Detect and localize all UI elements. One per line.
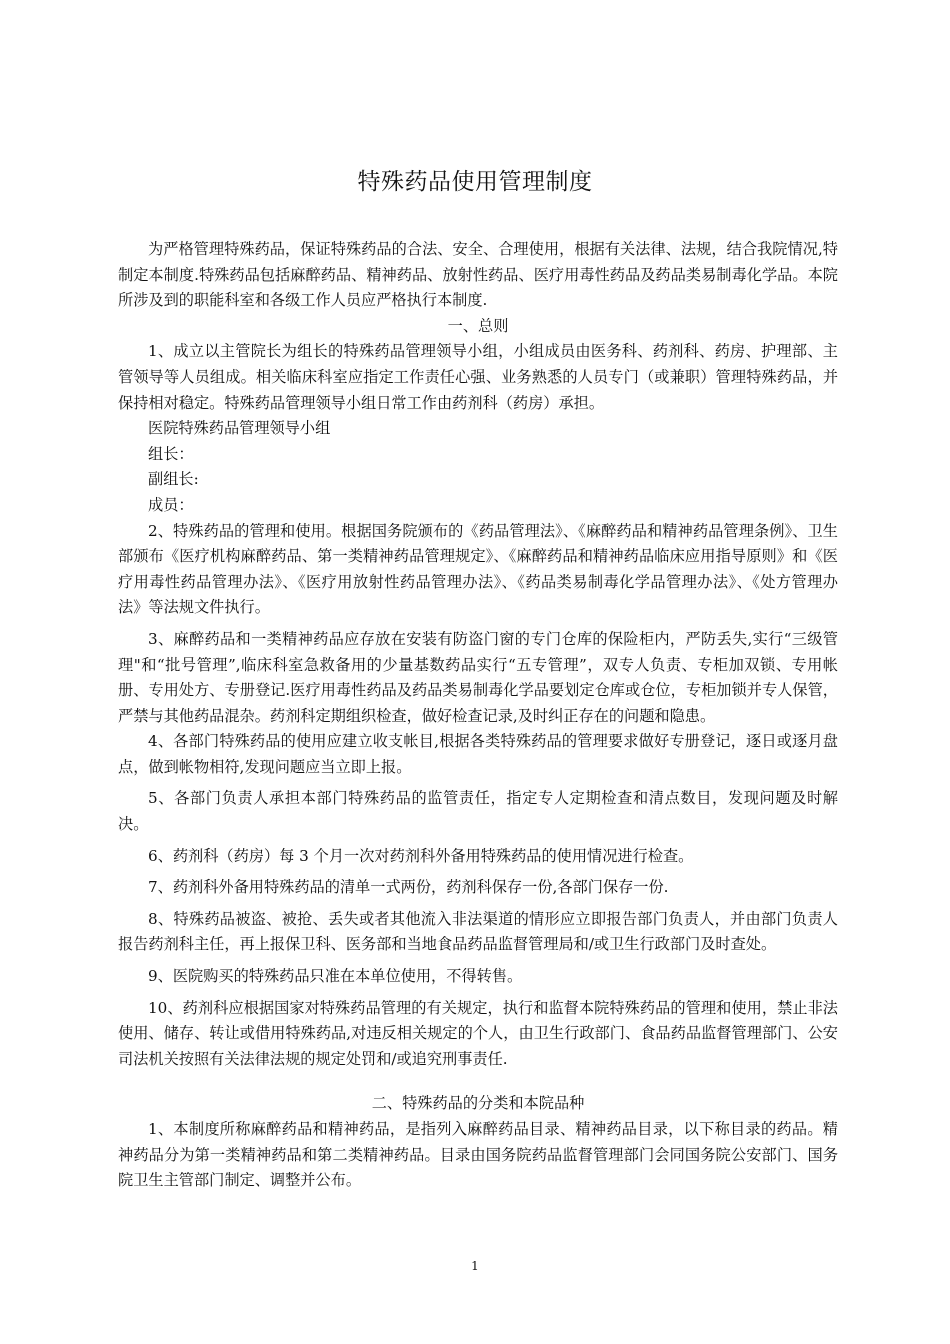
section-heading-general: 一、总则 [447, 316, 509, 335]
paragraph-2: 2、特殊药品的管理和使用。根据国务院颁布的《药品管理法》、《麻醉药品和精神药品管理条例》、卫生部颁布《医疗机构麻醉药品、第一类精神药品管理规定》、《麻醉药品和精神药品临床应用指导原则》和《医疗用毒性药品管理办法》、《医疗用放射性药品管理办法》、《药品类易制毒化学品管理办法》、《处方管理办法》等法规文件执行。 [118, 521, 838, 617]
page-number: 1 [471, 1259, 479, 1273]
paragraph-5: 5、各部门负责人承担本部门特殊药品的监管责任，指定专人定期检查和清点数目，发现问题及时解决。 [118, 789, 838, 834]
paragraph-9: 9、医院购买的特殊药品只准在本单位使用，不得转售。 [148, 967, 523, 986]
paragraph-1: 1、成立以主管院长为组长的特殊药品管理领导小组，小组成员由医务科、药剂科、药房、护理部、主管领导等人员组成。相关临床科室应指定工作责任心强、业务熟悉的人员专门（或兼职）管理特殊药品，并保持相对稳定。特殊药品管理领导小组日常工作由药剂科（药房）承担。 [118, 342, 838, 412]
paragraph-3: 3、麻醉药品和一类精神药品应存放在安装有防盗门窗的专门仓库的保险柜内，严防丢失,实行“三级管理"和“批号管理”,临床科室急救备用的少量基数药品实行“五专管理”，双专人负责、专柜加双锁、专用帐册、专用处方、专册登记.医疗用毒性药品及药品类易制毒化学品要划定仓库或仓位，专柜加锁并专人保管，严禁与其他药品混杂。药剂科定期组织检查，做好检查记录,及时纠正存在的问题和隐患。 [118, 629, 838, 725]
paragraph-8: 8、特殊药品被盗、被抢、丢失或者其他流入非法渠道的情形应立即报告部门负责人，并由部门负责人报告药剂科主任，再上报保卫科、医务部和当地食品药品监督管理局和/或卫生行政部门及时查处。 [118, 909, 838, 954]
section2-paragraph-1: 1、本制度所称麻醉药品和精神药品，是指列入麻醉药品目录、精神药品目录，以下称目录的药品。精神药品分为第一类精神药品和第二类精神药品。目录由国务院药品监督管理部门会同国务院公安部门、国务院卫生主管部门制定、调整并公布。 [118, 1120, 838, 1190]
paragraph-10: 10、药剂科应根据国家对特殊药品管理的有关规定，执行和监督本院特殊药品的管理和使用，禁止非法使用、储存、转让或借用特殊药品,对违反相关规定的个人，由卫生行政部门、食品药品监督管理部门、公安司法机关按照有关法律法规的规定处罚和/或追究刑事责任. [118, 998, 838, 1068]
paragraph-6: 6、药剂科（药房）每 3 个月一次对药剂科外备用特殊药品的使用情况进行检查。 [148, 846, 694, 865]
paragraph-4: 4、各部门特殊药品的使用应建立收支帐目,根据各类特殊药品的管理要求做好专册登记，逐日或逐月盘点，做到帐物相符,发现问题应当立即上报。 [118, 732, 838, 776]
document-title: 特殊药品使用管理制度 [357, 169, 593, 195]
document-body [118, 237, 838, 1194]
group-members-label: 成员： [148, 495, 194, 514]
paragraph-7: 7、药剂科外备用特殊药品的清单一式两份，药剂科保存一份,各部门保存一份. [148, 878, 669, 897]
section-heading-classification: 二、特殊药品的分类和本院品种 [371, 1094, 585, 1113]
group-leader-label: 组长： [148, 444, 194, 463]
group-deputy-label: 副组长: [148, 470, 199, 489]
group-name: 医院特殊药品管理领导小组 [148, 419, 331, 438]
intro-paragraph: 为严格管理特殊药品，保证特殊药品的合法、安全、合理使用，根据有关法律、法规，结合我院情况,特制定本制度.特殊药品包括麻醉药品、精神药品、放射性药品、医疗用毒性药品及药品类易制毒化学品。本院所涉及到的职能科室和各级工作人员应严格执行本制度. [118, 240, 838, 310]
